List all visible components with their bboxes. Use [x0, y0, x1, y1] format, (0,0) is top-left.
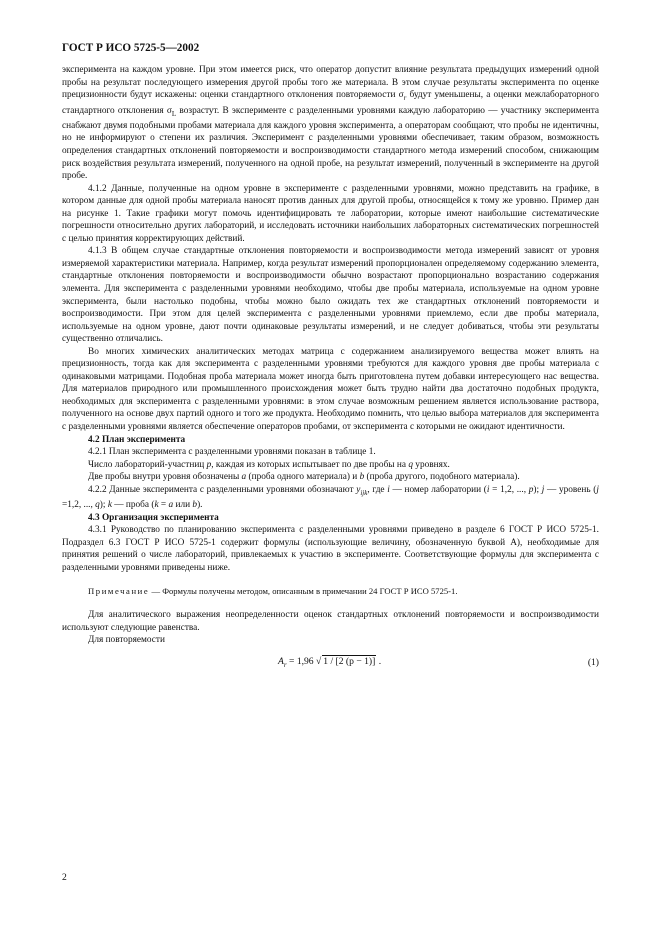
math-var: i [387, 484, 390, 495]
text-run: (проба одного материала) и [246, 472, 360, 483]
math-var: a [241, 472, 247, 483]
text-run: 4.2.2 Данные эксперимента с разделенными уровнями обозначают [88, 484, 357, 495]
math-var: y [356, 484, 361, 495]
formula-1 [62, 655, 599, 671]
math-var: j [541, 484, 545, 495]
text-run: или [173, 500, 193, 511]
paragraph-analytic: Для аналитического выражения неопределенности оценок стандартных отклонений повторяемости и воспроизводимости используют следующие равенства. [62, 610, 599, 633]
math-var: j [596, 484, 599, 495]
formula-radicand: 1 / [2 (p − 1)] [323, 655, 376, 667]
text-run: =1,2, ..., [62, 500, 96, 511]
formula-coefficient: = 1,96 [286, 655, 317, 667]
formula-number: (1) [587, 656, 599, 668]
paragraph-4-1-3: 4.1.3 В общем случае стандартные отклонения повторяемости и воспроизводимости метода измерений зависят от уровня измеряемой характеристики материала. Например, когда результат измерений пропорционален определяемому содержанию элемента, стандартные отклонения повторяемости и воспроизводимости обычно возрастают пропорционально возрастанию содержания элемента. Для эксперимента с разделенными уровнями необходимо, чтобы две пробы материала, используемые на одном уровне эксперимента, были настолько подобны, чтобы можно было ожидать тех же стандартных отклонений повторяемости и воспроизводимости. При этом для целей эксперимента с разделенными уровнями приемлемо, если две пробы материала, используемые на одном уровне, дают почти одинаковые результаты измерений, и не следует добиваться, чтобы эти результаты существенно отличались. [62, 246, 599, 345]
text-run: — номер лаборатории ( [389, 484, 487, 495]
page-number: 2 [62, 872, 67, 883]
text-run: , где [367, 484, 388, 495]
text-run: — уровень ( [544, 484, 597, 495]
formula-lhs-sub: r [283, 660, 287, 669]
paragraph-participants [62, 459, 599, 472]
paragraph-4-3-1: 4.3.1 Руководство по планированию эксперимента с разделенными уровнями приведено в разделе 6 ГОСТ Р ИСО 5725-1. Подраздел 6.3 ГОСТ Р ИСО 5725-1 содержит формулы (использующие величину, обозначенную буквой А), необходимые для принятия решений о числе лабораторий, привлекаемых к участию в эксперименте. Соответствующие формулы для эксперимента с разделенными уровнями приведены ниже. [62, 525, 599, 573]
formula-lhs: A [278, 655, 284, 667]
subscript: L [171, 109, 177, 118]
text-run: эксперимента на каждом уровне. При этом имеется риск, что оператор допустит влияние результата предыдущих измерений одной пробы на результат последующего измерения другой пробы того же материала. В этом случае результаты эксперимента по оценке прецизионности будут искажены: оценки стандартного отклонения повторяемости σ [62, 65, 599, 101]
text-run: ). [197, 500, 203, 511]
paragraph-repeatability: Для повторяемости [88, 635, 165, 646]
math-var: a [168, 500, 174, 511]
math-var: p [528, 484, 534, 495]
note [62, 585, 599, 598]
text-run: Число лабораторий-участниц [88, 459, 207, 470]
math-var: q [95, 500, 100, 511]
math-var: p [206, 459, 212, 470]
document-header: ГОСТ Р ИСО 5725-5—2002 [62, 42, 200, 54]
heading-4-2: 4.2 План эксперимента [88, 434, 186, 445]
heading-4-3: 4.3 Организация эксперимента [88, 512, 219, 523]
text-run: (проба другого, подобного материала). [364, 472, 520, 483]
note-label: Примечание [88, 586, 150, 597]
paragraph-continuation [62, 64, 599, 183]
text-run: Две пробы внутри уровня обозначены [88, 472, 242, 483]
text-run: = 1,2, ..., [489, 484, 529, 495]
text-run: , каждая из которых испытывает по две пробы на [211, 459, 409, 470]
paragraph-4-2-1: 4.2.1 План эксперимента с разделенными уровнями показан в таблице 1. [88, 447, 376, 458]
sqrt-icon: √ [316, 655, 322, 667]
text-run: ); [533, 484, 542, 495]
math-var: q [408, 459, 413, 470]
text-run: будут уменьшены, а оценки межлабораторного стандартного отклонения σ [62, 90, 599, 116]
subscript: r [403, 93, 407, 102]
math-var: k [154, 500, 159, 511]
paragraph-4-2-2 [62, 484, 599, 512]
math-var: k [107, 500, 112, 511]
formula-expression [278, 655, 381, 671]
document-body [62, 64, 599, 671]
paragraph-samples [62, 471, 599, 484]
subscript: ijk [360, 488, 368, 497]
formula-tail: . [376, 655, 382, 667]
paragraph-matrix: Во многих химических аналитических методах матрица с содержанием анализируемого вещества может влиять на прецизионность, тогда как для эксперимента с разделенными уровнями требуются для каждого уровня две пробы материала с одинаковыми матрицами. Подобная проба материала может иногда быть приготовлена путем добавки интересующего нас вещества. Для материалов природного или промышленного происхождения может быть трудно найти два достаточно подобных продукта, необходимых для эксперимента с разделенными уровнями: в этом случае возможным решением является использование раствора, полученного на основе двух партий одного и того же продукта. Необходимо помнить, что целью выбора материалов для эксперимента с разделенными уровнями является обеспечение операторов пробами, от эксперимента с которыми не ожидают идентичности. [62, 346, 599, 433]
text-run: ); [99, 500, 108, 511]
text-run: = [158, 500, 169, 511]
math-var: i [486, 484, 490, 495]
math-var: b [192, 500, 198, 511]
text-run: уровнях. [412, 459, 450, 470]
text-run: — проба ( [111, 500, 155, 511]
paragraph-4-1-2: 4.1.2 Данные, полученные на одном уровне в эксперименте с разделенными уровнями, можно представить на графике, в котором данные для одной пробы материала наносят против данных для другой пробы, относящейся к тому же уровню. Пример дан на рисунке 1. Такие графики могут помочь идентифицировать те лаборатории, которые имеют наибольшие систематические погрешности относительно других лабораторий, и исследовать источники наибольших лабораторных систематических погрешностей с целью принятия корректирующих действий. [62, 183, 599, 244]
text-run: возрастут. В эксперименте с разделенными уровнями каждую лабораторию — участнику эксперимента снабжают двумя подобными пробами материала для каждого уровня эксперимента, а операторам сообщают, что пробы не идентичны, но не информируют о степени их различия. Эксперимент с разделенными уровнями обеспечивает, таким образом, возможность определения стандартных отклонений повторяемости и воспроизводимости стандартного метода измерений способом, снижающим риск воздействия результата измерений, полученного на одной пробе, на результат измерений, полученный в эксперименте на другой пробе. [62, 105, 599, 182]
note-text: — Формулы получены методом, описанным в примечании 24 ГОСТ Р ИСО 5725-1. [149, 586, 458, 597]
math-var: b [359, 472, 365, 483]
